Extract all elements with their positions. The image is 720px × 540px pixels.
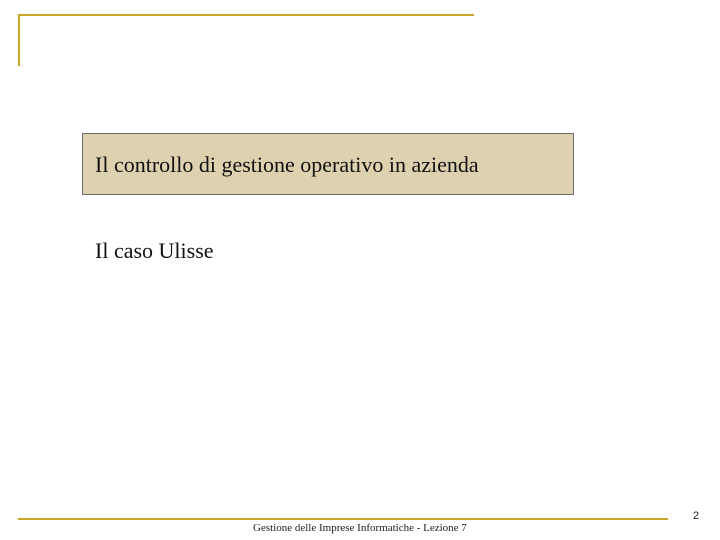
left-decorative-line [18, 14, 20, 66]
title-box [82, 133, 574, 195]
page-number: 2 [693, 510, 700, 522]
top-decorative-line [18, 14, 474, 16]
slide-subtitle: Il caso Ulisse [95, 238, 214, 263]
footer-line [18, 518, 668, 520]
footer-text: Gestione delle Imprese Informatiche - Lezione 7 [253, 522, 467, 534]
slide-title: Il controllo di gestione operativo in azienda [95, 152, 479, 177]
